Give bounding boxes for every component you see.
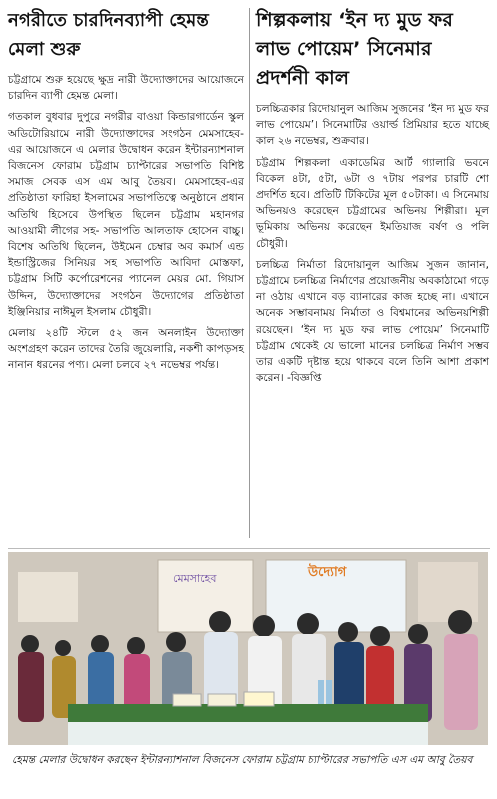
photo-caption: হেমন্ত মেলার উদ্বোধন করছেন ইন্টারন্যাশনাল বিজনেস ফোরাম চট্টগ্রাম চ্যাপ্টারের সভাপতি এস এম আবু তৈয়ব xyxy=(12,754,473,766)
right-paragraph-3: চলচ্চিত্র নির্মাতা রিদোয়ানুল আজিম সুজন জানান, চট্টগ্রামে চলচ্চিত্র নির্মাণের প্রয়োজনীয় অবকাঠামো গড়ে না ওঠায় এখানে বড় ব্যানারের কাজ হচ্ছে না। এখানে অনেক সম্ভাবনাময় নির্মাতা ও বিশ্বমানের অভিনয়শিল্পী রয়েছেন। ‘ইন দ্য মুড ফর লাভ পোয়েম’ সিনেমাটি চট্টগ্রাম থেকেই যে ভালো মানের চলচ্চিত্র নির্মাণ সম্ভব তার একটি দৃষ্টান্ত হয়ে থাকবে বলে তিনি আশা প্রকাশ করেন। -বিজ্ঞপ্তি xyxy=(256,258,489,385)
right-paragraph-2: চট্টগ্রাম শিল্পকলা একাডেমির আর্ট গ্যালারি ভবনে বিকেল ৪টা, ৫টা, ৬টা ও ৭টায় পরপর চারটি শো প্রদর্শিত হবে। প্রতিটি টিকিটের মূল ৫০টাকা। এ সিনেমায় অভিনয়ও করেছেন চট্টগ্রামের অভিনয় শিল্পীরা। মূল ভূমিকায় অভিনয় করেছেন ইমতিয়াজ বর্ষণ ও পলি চৌধুরী। xyxy=(256,156,489,250)
left-paragraph-3: মেলায় ২৪টি স্টলে ৫২ জন অনলাইন উদ্যোক্তা অংশগ্রহণ করেন তাদের তৈরি জুয়েলারি, নকশী কাপড়সহ নানান ধরনের পণ্য। মেলা চলবে ২৭ নভেম্বর পর্যন্ত। xyxy=(8,327,244,372)
right-headline: শিল্পকলায় ‘ইন দ্য মুড ফর লাভ পোয়েম’ সিনেমার প্রদর্শনী কাল xyxy=(256,9,454,89)
banner-text-memsaheb: মেমসাহেব xyxy=(173,572,217,585)
left-paragraph-2: গতকাল বুধবার দুপুরে নগরীর বাওয়া কিন্ডারগার্ডেন স্কুল অডিটোরিয়ামে নারী উদ্যোক্তাদের সংগঠন মেমসাহেব-এর আয়োজনে এ মেলার উদ্বোধন করেন ইন্টারন্যাশনাল বিজনেস ফোরাম চট্টগ্রাম চ্যাপ্টারের সভাপতি বিশিষ্ট সমাজ সেবক এস এম আবু তৈয়ব। মেমসাহেব-এর প্রতিষ্ঠাতা ফারিহা ইসলামের সভাপতিত্বে অনুষ্ঠানে প্রধান অতিথি হিসেবে উপস্থিত ছিলেন চট্টগ্রাম মহানগর আওয়ামী লীগের সহ- সভাপতি আলতাফ হোসেন বাচ্চু। বিশেষ অতিথি ছিলেন, উইমেন চেম্বার অব কমার্স এন্ড ইন্ডাস্ট্রিজের সিনিয়র সহ সভাপতি আবিদা মোস্তফা, চট্টগ্রাম সিটি কর্পোরেশনের প্যানেল মেয়র মো. গিয়াস উদ্দিন, উদ্যোক্তাদের সংগঠন উদ্যোগের প্রতিষ্ঠাতা ইঞ্জিনিয়ার নাঈমুল ইসলাম চৌধুরী। xyxy=(8,111,244,318)
right-article xyxy=(256,6,489,391)
column-divider xyxy=(249,8,250,538)
event-photo-illustration xyxy=(8,552,488,745)
event-photo xyxy=(8,552,488,745)
left-paragraph-1: চট্টগ্রামে শুরু হয়েছে ক্ষুদ্র নারী উদ্যোক্তাদের আয়োজনে চারদিন ব্যাপী হেমন্ত মেলা। xyxy=(8,74,244,103)
photo-top-rule xyxy=(8,548,490,549)
left-article xyxy=(8,6,244,379)
left-headline: নগরীতে চারদিনব্যাপী হেমন্ত মেলা শুরু xyxy=(8,10,210,60)
banner-text-uddog: উদ্যোগ xyxy=(308,565,347,580)
right-paragraph-1: চলচ্চিত্রকার রিদোয়ানুল আজিম সুজনের ‘ইন দ্য মুড ফর লাভ পোয়েম’। সিনেমাটির ওয়ার্ল্ড প্রিমিয়ার হতে যাচ্ছে কাল ২৬ নভেম্বর, শুক্রবার। xyxy=(256,103,489,148)
